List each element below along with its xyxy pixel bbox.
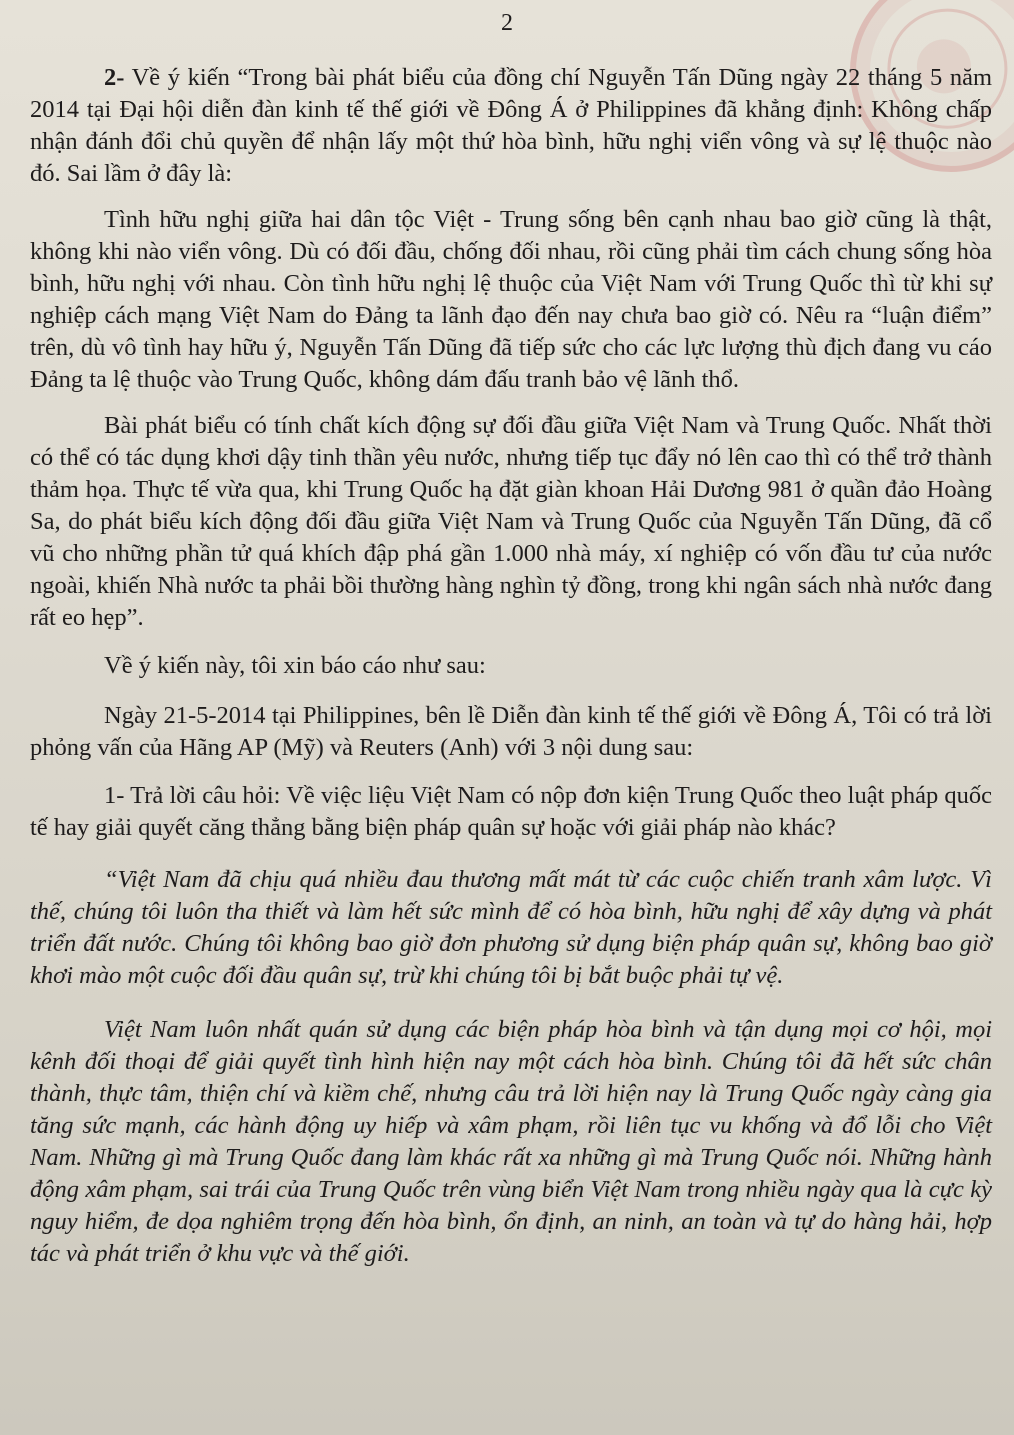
document-body [30, 62, 992, 1270]
paragraph-speech: Bài phát biểu có tính chất kích động sự đối đầu giữa Việt Nam và Trung Quốc. Nhất thời có thể có tác dụng khơi dậy tinh thần yêu nước, nhưng tiếp tục đẩy nó lên cao thì có thể trở thành thảm họa. Thực tế vừa qua, khi Trung Quốc hạ đặt giàn khoan Hải Dương 981 ở quần đảo Hoàng Sa, do phát biểu kích động đối đầu giữa Việt Nam và Trung Quốc của Nguyễn Tấn Dũng, đã cổ vũ cho những phần tử quá khích đập phá gần 1.000 nhà máy, xí nghiệp có vốn đầu tư của nước ngoài, khiến Nhà nước ta phải bồi thường hàng nghìn tỷ đồng, trong khi ngân sách nhà nước đang rất eo hẹp”. [30, 412, 992, 631]
paragraph-interview: Ngày 21-5-2014 tại Philippines, bên lề Diễn đàn kinh tế thế giới về Đông Á, Tôi có trả lời phỏng vấn của Hãng AP (Mỹ) và Reuters (Anh) với 3 nội dung sau: [30, 702, 992, 761]
paragraph-answer-continued: Việt Nam luôn nhất quán sử dụng các biện pháp hòa bình và tận dụng mọi cơ hội, mọi kênh đối thoại để giải quyết tình hình hiện nay một cách hòa bình. Chúng tôi đã hết sức chân thành, thực tâm, thiện chí và kiềm chế, nhưng câu trả lời hiện nay là Trung Quốc ngày càng gia tăng sức mạnh, các hành động uy hiếp và xâm phạm, rồi liên tục vu khống và đổ lỗi cho Việt Nam. Những gì mà Trung Quốc đang làm khác rất xa những gì mà Trung Quốc nói. Những hành động xâm phạm, sai trái của Trung Quốc trên vùng biển Việt Nam trong nhiều ngày qua là cực kỳ nguy hiểm, đe dọa nghiêm trọng đến hòa bình, ổn định, an ninh, an toàn và tự do hàng hải, hợp tác và phát triển ở khu vực và thế giới. [30, 1016, 992, 1267]
paragraph-opinion: Về ý kiến này, tôi xin báo cáo như sau: [104, 652, 486, 679]
paragraph-friendship: Tình hữu nghị giữa hai dân tộc Việt - Trung sống bên cạnh nhau bao giờ cũng là thật, không khi nào viển vông. Dù có đối đầu, chống đối nhau, rồi cũng phải tìm cách chung sống hòa bình, hữu nghị với nhau. Còn tình hữu nghị lệ thuộc của Việt Nam với Trung Quốc thì từ khi sự nghiệp cách mạng Việt Nam do Đảng ta lãnh đạo đến nay chưa bao giờ có. Nêu ra “luận điểm” trên, dù vô tình hay hữu ý, Nguyễn Tấn Dũng đã tiếp sức cho các lực lượng thù địch đang vu cáo Đảng ta lệ thuộc vào Trung Quốc, không dám đấu tranh bảo vệ lãnh thổ. [30, 206, 992, 393]
section-heading-text: Về ý kiến “Trong bài phát biểu của đồng chí Nguyễn Tấn Dũng ngày 22 tháng 5 năm 2014 tại Đại hội diễn đàn kinh tế thế giới về Đông Á ở Philippines đã khẳng định: Không chấp nhận đánh đổi chủ quyền để nhận lấy một thứ hòa bình, hữu nghị viển vông và sự lệ thuộc nào đó. Sai lầm ở đây là: [30, 64, 992, 187]
paragraph-question: 1- Trả lời câu hỏi: Về việc liệu Việt Nam có nộp đơn kiện Trung Quốc theo luật pháp quốc tế hay giải quyết căng thẳng bằng biện pháp quân sự hoặc với giải pháp nào khác? [30, 782, 992, 841]
section-heading-paragraph [30, 62, 992, 190]
section-number: 2- [104, 64, 125, 91]
page-number: 2 [501, 10, 513, 36]
paragraph-answer-quote: “Việt Nam đã chịu quá nhiều đau thương mất mát từ các cuộc chiến tranh xâm lược. Vì thế, chúng tôi luôn tha thiết và làm hết sức mình để có hòa bình, hữu nghị để xây dựng và phát triển đất nước. Chúng tôi không bao giờ đơn phương sử dụng biện pháp quân sự, không bao giờ khơi mào một cuộc đối đầu quân sự, trừ khi chúng tôi bị bắt buộc phải tự vệ. [30, 866, 992, 989]
